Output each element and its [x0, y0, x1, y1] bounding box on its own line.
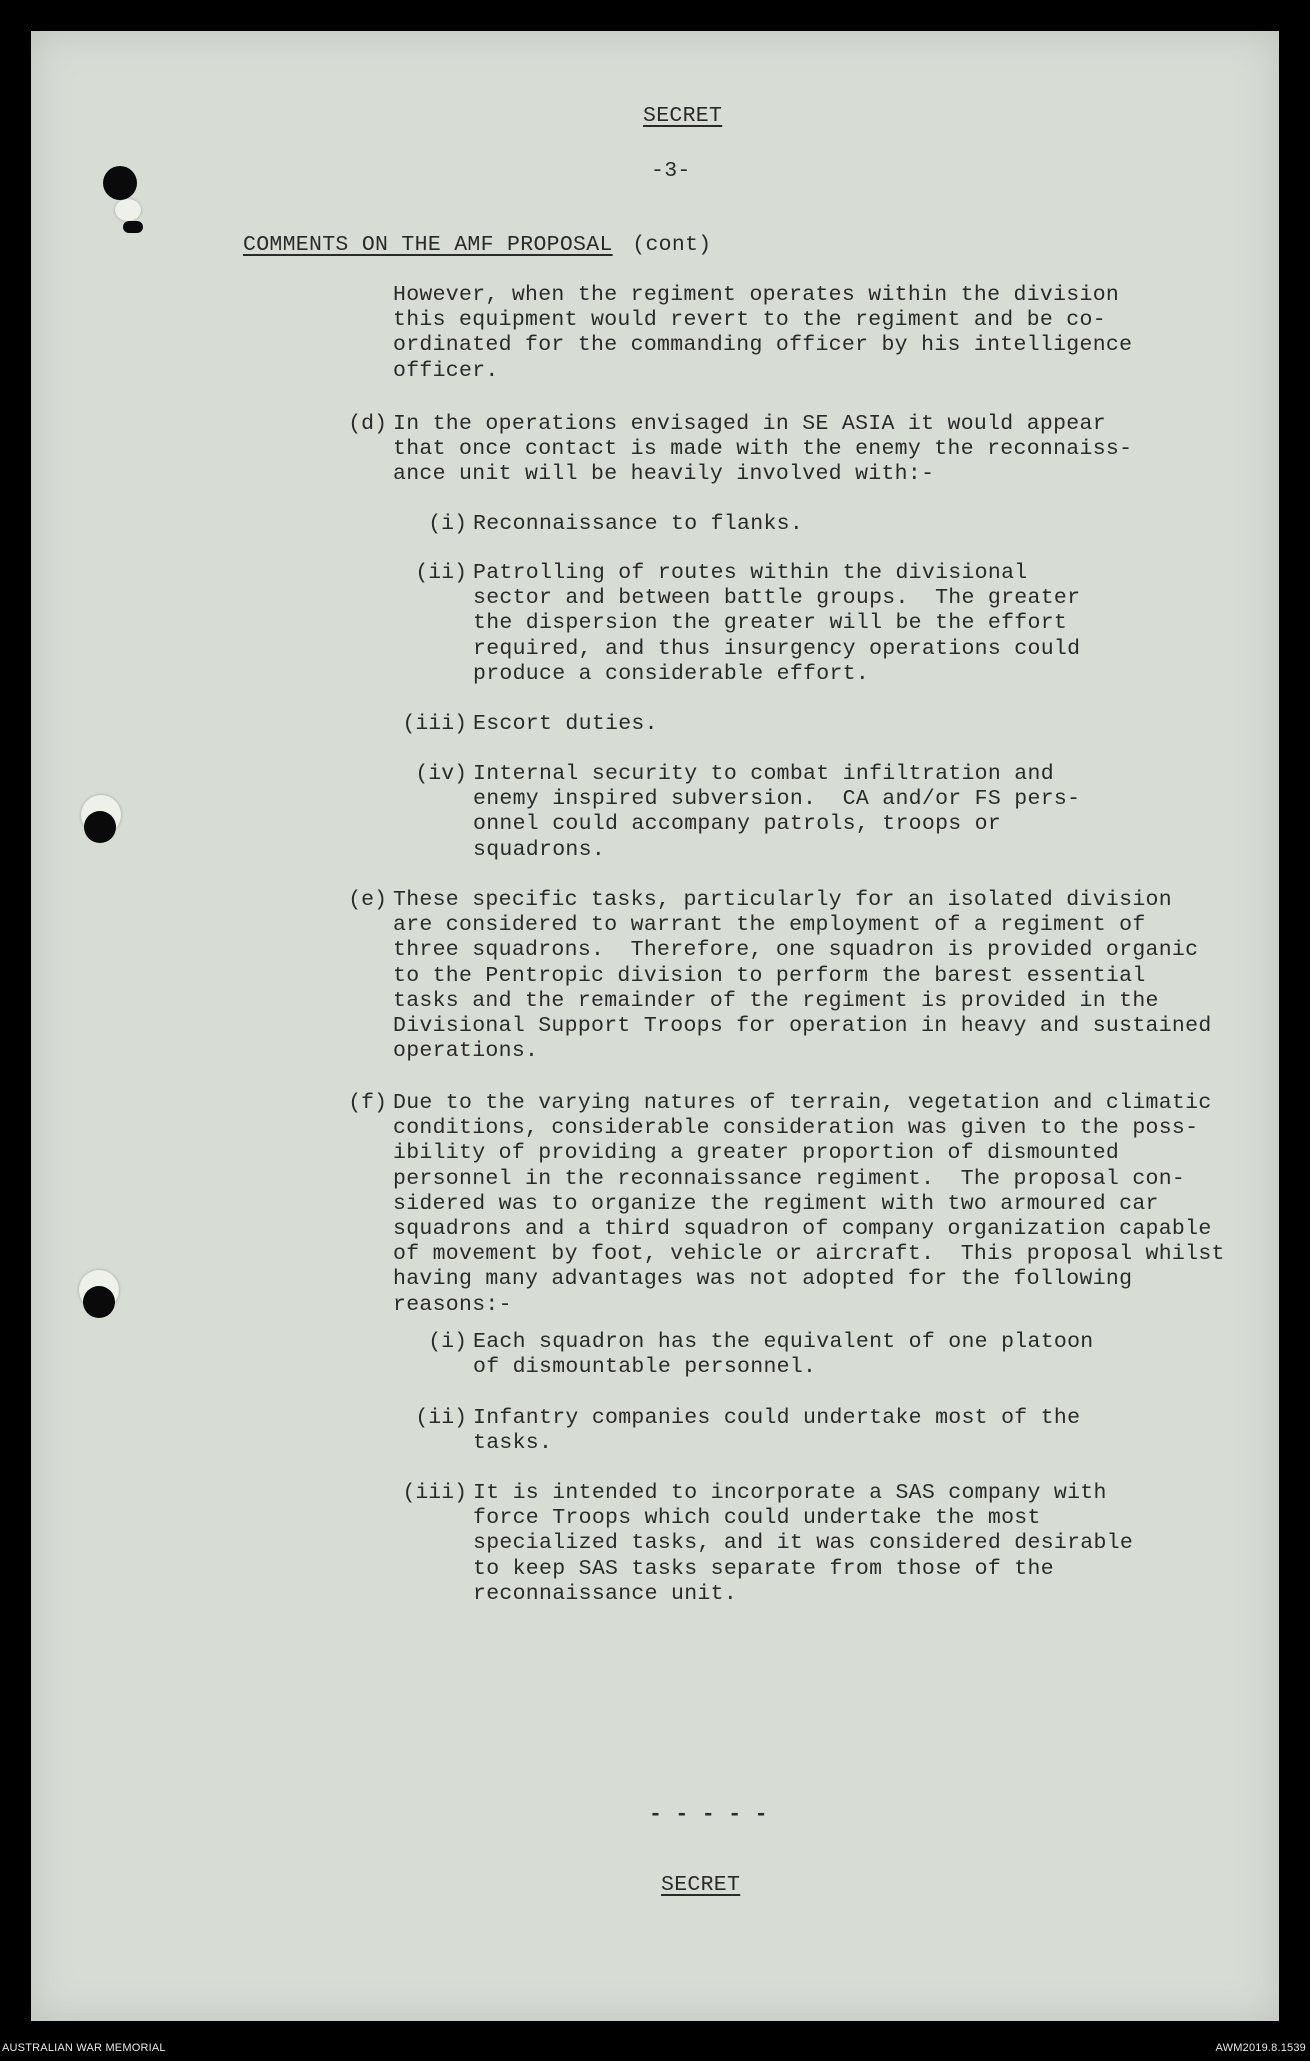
paragraph-d-item-ii-text: Patrolling of routes within the divisional sector and between battle groups. The greater the dispersion the greater will be the effort required, and thus insurgency operations could produce a considerable effort. — [473, 561, 1081, 686]
punch-hole-middle — [84, 811, 116, 843]
paragraph-d-item-ii-label: (ii) — [415, 561, 467, 585]
paragraph-f-item-i-label: (i) — [428, 1330, 467, 1354]
classification-footer: SECRET — [661, 1873, 741, 1897]
reference-number: AWM2019.8.1539 — [1215, 2042, 1306, 2054]
paragraph-e-text: These specific tasks, particularly for an isolated division are considered to warrant the employment of a regiment of three squadrons. Therefore, one squadron is provided organic to the Pentropic division to perform the barest essential tasks and the remainder of the regiment is provided in the Divisional Support Troops for operation in heavy and sustained operations. — [393, 888, 1212, 1064]
paragraph-d-text: In the operations envisaged in SE ASIA it would appear that once contact is made with the enemy the reconnaiss- ance unit will be heavily involved with:- — [393, 412, 1133, 487]
paragraph-e-label: (e) — [348, 888, 387, 912]
paragraph-d-item-iv-label: (iv) — [415, 762, 467, 786]
paragraph-d-item-iv-text: Internal security to combat infiltration and enemy inspired subversion. CA and/or FS pers- onnel could accompany patrols, troops or squadrons. — [473, 762, 1081, 862]
paragraph-d-item-iii-label: (iii) — [402, 712, 467, 736]
section-heading — [243, 233, 712, 258]
page-number: -3- — [651, 159, 691, 183]
paragraph-f-item-i-text: Each squadron has the equivalent of one platoon of dismountable personnel. — [473, 1330, 1094, 1380]
punch-hole-top — [103, 166, 137, 200]
punch-hole-tab-top — [115, 199, 141, 221]
paragraph-f-text: Due to the varying natures of terrain, vegetation and climatic conditions, considerable consideration was given to the poss- ibility of providing a greater proportion of dismounted personnel in the reconnaissance regiment. The proposal con- sidered was to organize the regiment with two armoured car squadrons and a third squadron of company organization capable of movement by foot, vehicle or aircraft. This proposal whilst having many advantages was not adopted for the following reasons:- — [393, 1091, 1225, 1317]
document-page — [31, 31, 1279, 2021]
end-marker: - - - - - — [649, 1803, 768, 1827]
punch-hole-lower — [83, 1286, 115, 1318]
punch-hole-tab-top-shadow — [123, 221, 143, 233]
paragraph-d-item-i-text: Reconnaissance to flanks. — [473, 512, 804, 536]
paragraph-d-label: (d) — [348, 412, 387, 436]
institution-label: AUSTRALIAN WAR MEMORIAL — [2, 2042, 166, 2054]
paragraph-f-item-iii-text: It is intended to incorporate a SAS company with force Troops which could undertake the most specialized tasks, and it was considered desirable to keep SAS tasks separate from those of the reconnaissance unit. — [473, 1481, 1134, 1606]
section-heading-suffix: (cont) — [632, 233, 712, 257]
section-heading-title: COMMENTS ON THE AMF PROPOSAL — [243, 233, 613, 257]
paragraph-f-item-iii-label: (iii) — [402, 1481, 467, 1505]
paragraph-d-item-i-label: (i) — [428, 512, 467, 536]
classification-header: SECRET — [643, 104, 723, 128]
paragraph-intro: However, when the regiment operates within the division this equipment would revert to the regiment and be co- ordinated for the commanding officer by his intelligence officer. — [393, 283, 1133, 383]
paragraph-d-item-iii-text: Escort duties. — [473, 712, 658, 736]
paragraph-f-label: (f) — [348, 1091, 387, 1115]
paragraph-f-item-ii-label: (ii) — [415, 1406, 467, 1430]
paragraph-f-item-ii-text: Infantry companies could undertake most of the tasks. — [473, 1406, 1081, 1456]
